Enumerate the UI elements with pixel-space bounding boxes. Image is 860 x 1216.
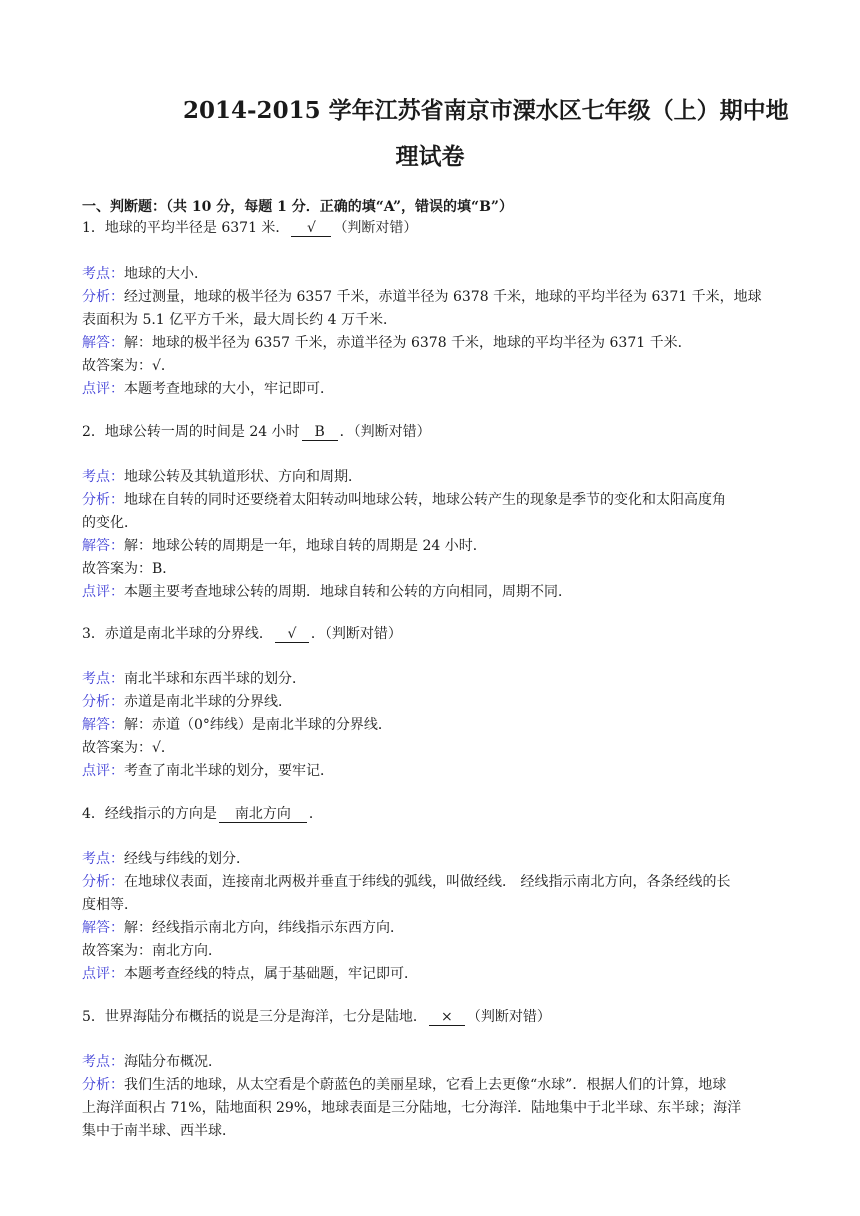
solution-1 [82,263,782,401]
fenxi-line-cont: 度相等． [82,897,138,913]
section-heading: 一、判断题：（共 10 分，每题 1 分．正确的填“A”，错误的填“B”） [82,199,513,215]
fenxi-line: 分析：地球在自转的同时还要绕着太阳转动叫地球公转，地球公转产生的现象是季节的变化和太阳高度角 [82,492,726,508]
fenxi-line-cont: 表面积为 5.1 亿平方千米，最大周长约 4 万千米． [82,312,397,328]
kaodian-line: 考点：南北半球和东西半球的划分． [82,671,306,687]
question-stem: 3．赤道是南北半球的分界线． √ ．（判断对错） [82,626,402,642]
answer-blank: × [429,1009,465,1026]
question-stem: 4．经线指示的方向是 南北方向 ． [82,806,323,822]
question-3 [82,623,782,646]
fenxi-line: 分析：在地球仪表面，连接南北两极并垂直于纬线的弧线，叫做经线． 经线指示南北方向，各条经线的长 [82,874,731,890]
fenxi-line: 分析：我们生活的地球，从太空看是个蔚蓝色的美丽星球，它看上去更像“水球”．根据人们的计算，地球 [82,1077,727,1093]
kaodian-line: 考点：海陆分布概况． [82,1054,222,1070]
answer-blank: √ [275,626,309,643]
question-1 [82,217,782,240]
fenxi-line: 分析：赤道是南北半球的分界线． [82,694,292,710]
question-stem: 1．地球的平均半径是 6371 米． √ （判断对错） [82,220,418,236]
question-stem: 5．世界海陆分布概括的说是三分是海洋，七分是陆地． × （判断对错） [82,1009,551,1025]
kaodian-line: 考点：经线与纬线的划分． [82,851,250,867]
kaodian-line: 考点：地球公转及其轨道形状、方向和周期． [82,469,362,485]
solution-2 [82,466,782,604]
question-2 [82,421,782,444]
fenxi-line-cont: 集中于南半球、西半球． [82,1123,236,1139]
dianping-line: 点评：考查了南北半球的划分，要牢记． [82,763,334,779]
question-stem: 2．地球公转一周的时间是 24 小时 B ．（判断对错） [82,424,431,440]
dianping-line: 点评：本题考查经线的特点，属于基础题，牢记即可． [82,966,418,982]
answer-blank: √ [291,220,331,237]
fenxi-line-cont: 上海洋面积占 71%，陆地面积 29%，地球表面是三分陆地，七分海洋．陆地集中于北半球、东半球；海洋 [82,1100,742,1116]
jieda-line: 解答：解：地球公转的周期是一年，地球自转的周期是 24 小时． [82,538,487,554]
question-5 [82,1006,782,1029]
document-title [0,88,860,180]
guda-line: 故答案为：√． [82,358,175,374]
solution-5 [82,1051,782,1143]
answer-blank: B [302,424,338,441]
guda-line: 故答案为：B． [82,561,177,577]
jieda-line: 解答：解：经线指示南北方向，纬线指示东西方向． [82,920,404,936]
guda-line: 故答案为：南北方向． [82,943,222,959]
guda-line: 故答案为：√． [82,740,175,756]
jieda-line: 解答：解：赤道（0°纬线）是南北半球的分界线． [82,717,392,733]
fenxi-line: 分析：经过测量，地球的极半径为 6357 千米，赤道半径为 6378 千米，地球的平均半径为 6371 千米，地球 [82,289,762,305]
question-4 [82,803,782,826]
title-line-2: 理试卷 [395,143,465,170]
solution-3 [82,668,782,783]
answer-blank: 南北方向 [219,806,307,823]
dianping-line: 点评：本题主要考查地球公转的周期．地球自转和公转的方向相同，周期不同． [82,584,572,600]
jieda-line: 解答：解：地球的极半径为 6357 千米，赤道半径为 6378 千米，地球的平均半径为 6371 千米． [82,335,692,351]
fenxi-line-cont: 的变化． [82,515,138,531]
dianping-line: 点评：本题考查地球的大小，牢记即可． [82,381,334,397]
solution-4 [82,848,782,986]
title-line-1: 2014-2015 学年江苏省南京市溧水区七年级（上）期中地 [183,97,789,124]
kaodian-line: 考点：地球的大小． [82,266,208,282]
